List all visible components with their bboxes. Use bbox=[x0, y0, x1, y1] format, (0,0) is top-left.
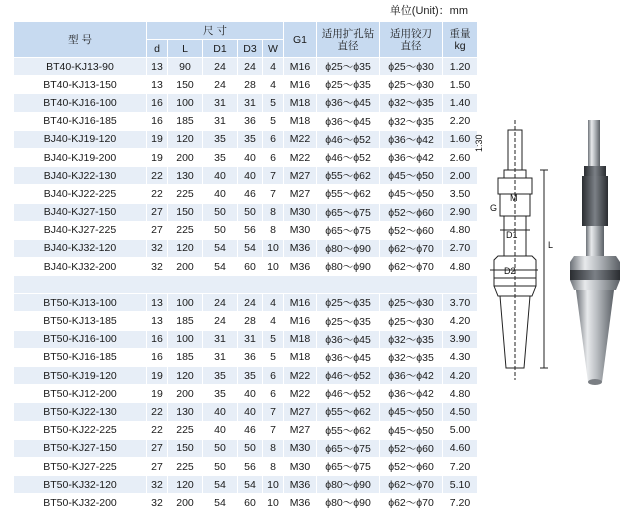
cell-ream: ϕ45～ϕ50 bbox=[380, 403, 443, 421]
table-row bbox=[14, 221, 478, 239]
cell-G1: M27 bbox=[284, 167, 317, 185]
cell-weight: 5.10 bbox=[443, 476, 478, 494]
cell-weight: 3.90 bbox=[443, 330, 478, 348]
cell-ream: ϕ52～ϕ60 bbox=[380, 439, 443, 457]
cell-D3: 36 bbox=[238, 112, 263, 130]
cell-W: 6 bbox=[263, 367, 284, 385]
cell-L: 120 bbox=[168, 239, 203, 257]
cell-weight: 7.20 bbox=[443, 457, 478, 475]
cell-D3: 56 bbox=[238, 221, 263, 239]
table-row bbox=[14, 258, 478, 276]
cell-weight: 7.20 bbox=[443, 494, 478, 512]
cell-D3: 50 bbox=[238, 203, 263, 221]
cell-ream: ϕ62～ϕ70 bbox=[380, 258, 443, 276]
cell-W: 10 bbox=[263, 258, 284, 276]
cell-d: 27 bbox=[147, 457, 168, 475]
sketch bbox=[490, 120, 548, 380]
cell-D1: 24 bbox=[203, 76, 238, 94]
cell-D3: 31 bbox=[238, 94, 263, 112]
cell-W: 8 bbox=[263, 221, 284, 239]
cell-D3: 40 bbox=[238, 385, 263, 403]
cell-weight: 2.70 bbox=[443, 239, 478, 257]
cell-G1: M36 bbox=[284, 494, 317, 512]
cell-L: 120 bbox=[168, 476, 203, 494]
cell-D3: 54 bbox=[238, 239, 263, 257]
cell-drill: ϕ36～ϕ45 bbox=[317, 94, 380, 112]
cell-L: 225 bbox=[168, 185, 203, 203]
cell-D1: 54 bbox=[203, 258, 238, 276]
table-row bbox=[14, 148, 478, 166]
table-row bbox=[14, 421, 478, 439]
cell-W: 8 bbox=[263, 439, 284, 457]
cell-D1: 50 bbox=[203, 457, 238, 475]
cell-weight: 3.50 bbox=[443, 185, 478, 203]
cell-drill: ϕ65～ϕ75 bbox=[317, 457, 380, 475]
cell-d: 16 bbox=[147, 112, 168, 130]
cell-d: 27 bbox=[147, 203, 168, 221]
cell-W: 7 bbox=[263, 403, 284, 421]
cell-D3: 54 bbox=[238, 476, 263, 494]
table-row bbox=[14, 58, 478, 76]
cell-d: 32 bbox=[147, 258, 168, 276]
cell-W: 4 bbox=[263, 58, 284, 76]
cell-model: BJ40-KJ27-225 bbox=[14, 221, 147, 239]
cell-model: BT50-KJ12-200 bbox=[14, 385, 147, 403]
cell-G1: M36 bbox=[284, 258, 317, 276]
cell-ream: ϕ36～ϕ42 bbox=[380, 367, 443, 385]
cell-G1: M30 bbox=[284, 439, 317, 457]
cell-D3: 40 bbox=[238, 403, 263, 421]
cell-G1: M30 bbox=[284, 221, 317, 239]
cell-G1: M30 bbox=[284, 203, 317, 221]
cell-drill: ϕ36～ϕ45 bbox=[317, 330, 380, 348]
cell-D3: 60 bbox=[238, 258, 263, 276]
cell-G1: M27 bbox=[284, 421, 317, 439]
cell-weight: 4.30 bbox=[443, 348, 478, 366]
cell-G1: M18 bbox=[284, 112, 317, 130]
cell-ream: ϕ36～ϕ42 bbox=[380, 385, 443, 403]
cell-model: BT40-KJ13-150 bbox=[14, 76, 147, 94]
cell-W: 8 bbox=[263, 457, 284, 475]
cell-D1: 31 bbox=[203, 348, 238, 366]
table-row bbox=[14, 385, 478, 403]
cell-D3: 35 bbox=[238, 130, 263, 148]
cell-D1: 31 bbox=[203, 112, 238, 130]
cell-ream: ϕ25～ϕ30 bbox=[380, 58, 443, 76]
cell-drill: ϕ80～ϕ90 bbox=[317, 476, 380, 494]
cell-drill: ϕ36～ϕ45 bbox=[317, 112, 380, 130]
table-row bbox=[14, 476, 478, 494]
cell-d: 19 bbox=[147, 148, 168, 166]
cell-drill: ϕ46～ϕ52 bbox=[317, 367, 380, 385]
cell-D1: 54 bbox=[203, 476, 238, 494]
cell-L: 225 bbox=[168, 421, 203, 439]
cell-G1: M22 bbox=[284, 367, 317, 385]
cell-D1: 40 bbox=[203, 185, 238, 203]
cell-d: 27 bbox=[147, 221, 168, 239]
cell-W: 10 bbox=[263, 239, 284, 257]
cell-ream: ϕ32～ϕ35 bbox=[380, 112, 443, 130]
cell-L: 150 bbox=[168, 439, 203, 457]
table-row bbox=[14, 330, 478, 348]
cell-d: 22 bbox=[147, 421, 168, 439]
cell-d: 27 bbox=[147, 439, 168, 457]
cell-drill: ϕ25～ϕ35 bbox=[317, 58, 380, 76]
cell-model: BT50-KJ27-225 bbox=[14, 457, 147, 475]
cell-drill: ϕ46～ϕ52 bbox=[317, 130, 380, 148]
cell-model: BT40-KJ16-100 bbox=[14, 94, 147, 112]
cell-weight: 1.60 bbox=[443, 130, 478, 148]
cell-model: BT50-KJ19-120 bbox=[14, 367, 147, 385]
cell-model: BT50-KJ32-120 bbox=[14, 476, 147, 494]
cell-D1: 35 bbox=[203, 148, 238, 166]
cell-L: 200 bbox=[168, 385, 203, 403]
cell-ream: ϕ25～ϕ30 bbox=[380, 294, 443, 312]
cell-G1: M27 bbox=[284, 403, 317, 421]
table-row bbox=[14, 167, 478, 185]
table-row bbox=[14, 203, 478, 221]
cell-L: 185 bbox=[168, 348, 203, 366]
cell-D1: 31 bbox=[203, 94, 238, 112]
cell-L: 120 bbox=[168, 367, 203, 385]
cell-weight: 4.60 bbox=[443, 439, 478, 457]
cell-L: 100 bbox=[168, 330, 203, 348]
cell-weight: 1.50 bbox=[443, 76, 478, 94]
cell-D1: 54 bbox=[203, 494, 238, 512]
cell-d: 13 bbox=[147, 58, 168, 76]
cell-G1: M18 bbox=[284, 94, 317, 112]
cell-model: BT50-KJ13-100 bbox=[14, 294, 147, 312]
d1-label: D1 bbox=[506, 230, 518, 240]
cell-d: 22 bbox=[147, 403, 168, 421]
header-dims: 尺 寸 bbox=[147, 22, 284, 40]
cell-L: 185 bbox=[168, 112, 203, 130]
cell-model: BT50-KJ22-130 bbox=[14, 403, 147, 421]
header-g1: G1 bbox=[284, 22, 317, 58]
cell-model: BJ40-KJ32-200 bbox=[14, 258, 147, 276]
table-row bbox=[14, 294, 478, 312]
cell-d: 16 bbox=[147, 348, 168, 366]
header-L: L bbox=[168, 40, 203, 58]
cell-drill: ϕ55～ϕ62 bbox=[317, 185, 380, 203]
cell-weight: 2.20 bbox=[443, 112, 478, 130]
cell-ream: ϕ25～ϕ30 bbox=[380, 76, 443, 94]
cell-L: 185 bbox=[168, 312, 203, 330]
cell-d: 13 bbox=[147, 294, 168, 312]
cell-d: 16 bbox=[147, 330, 168, 348]
table-row bbox=[14, 112, 478, 130]
tool-holder-drawing bbox=[470, 110, 640, 410]
cell-model: BT50-KJ27-150 bbox=[14, 439, 147, 457]
cell-drill: ϕ25～ϕ35 bbox=[317, 294, 380, 312]
cell-W: 4 bbox=[263, 294, 284, 312]
cell-d: 22 bbox=[147, 185, 168, 203]
header-W: W bbox=[263, 40, 284, 58]
cell-ream: ϕ62～ϕ70 bbox=[380, 494, 443, 512]
cell-G1: M16 bbox=[284, 58, 317, 76]
cell-weight: 5.00 bbox=[443, 421, 478, 439]
cell-weight: 4.80 bbox=[443, 258, 478, 276]
cell-ream: ϕ52～ϕ60 bbox=[380, 221, 443, 239]
cell-W: 5 bbox=[263, 112, 284, 130]
cell-weight: 4.20 bbox=[443, 312, 478, 330]
cell-drill: ϕ25～ϕ35 bbox=[317, 312, 380, 330]
cell-W: 8 bbox=[263, 203, 284, 221]
cell-model: BT50-KJ16-100 bbox=[14, 330, 147, 348]
cell-d: 13 bbox=[147, 76, 168, 94]
cell-model: BT40-KJ16-185 bbox=[14, 112, 147, 130]
cell-L: 150 bbox=[168, 203, 203, 221]
d2-label: D2 bbox=[504, 266, 516, 276]
cell-drill: ϕ46～ϕ52 bbox=[317, 148, 380, 166]
cell-W: 6 bbox=[263, 130, 284, 148]
cell-G1: M16 bbox=[284, 294, 317, 312]
cell-drill: ϕ55～ϕ62 bbox=[317, 403, 380, 421]
cell-G1: M18 bbox=[284, 330, 317, 348]
cell-W: 4 bbox=[263, 76, 284, 94]
cell-ream: ϕ52～ϕ60 bbox=[380, 457, 443, 475]
cell-D1: 35 bbox=[203, 385, 238, 403]
cell-model: BJ40-KJ27-150 bbox=[14, 203, 147, 221]
spec-table-body bbox=[14, 58, 478, 513]
cell-d: 19 bbox=[147, 385, 168, 403]
header-D1: D1 bbox=[203, 40, 238, 58]
cell-model: BT40-KJ13-90 bbox=[14, 58, 147, 76]
cell-G1: M36 bbox=[284, 239, 317, 257]
table-row bbox=[14, 130, 478, 148]
table-row bbox=[14, 403, 478, 421]
cell-L: 130 bbox=[168, 403, 203, 421]
cell-L: 100 bbox=[168, 294, 203, 312]
header-D3: D3 bbox=[238, 40, 263, 58]
cell-W: 5 bbox=[263, 94, 284, 112]
cell-model: BT50-KJ13-185 bbox=[14, 312, 147, 330]
cell-drill: ϕ25～ϕ35 bbox=[317, 76, 380, 94]
cell-G1: M22 bbox=[284, 130, 317, 148]
cell-L: 225 bbox=[168, 457, 203, 475]
cell-W: 6 bbox=[263, 148, 284, 166]
cell-D1: 50 bbox=[203, 203, 238, 221]
cell-ream: ϕ32～ϕ35 bbox=[380, 348, 443, 366]
cell-W: 4 bbox=[263, 312, 284, 330]
cell-D1: 24 bbox=[203, 58, 238, 76]
cell-D3: 40 bbox=[238, 148, 263, 166]
cell-weight: 4.80 bbox=[443, 385, 478, 403]
header-ream bbox=[380, 22, 443, 58]
cell-ream: ϕ45～ϕ50 bbox=[380, 185, 443, 203]
header-drill bbox=[317, 22, 380, 58]
cell-drill: ϕ80～ϕ90 bbox=[317, 494, 380, 512]
cell-G1: M22 bbox=[284, 385, 317, 403]
cell-L: 100 bbox=[168, 94, 203, 112]
cell-d: 13 bbox=[147, 312, 168, 330]
table-row bbox=[14, 239, 478, 257]
table-row bbox=[14, 494, 478, 512]
cell-drill: ϕ65～ϕ75 bbox=[317, 203, 380, 221]
cell-D1: 31 bbox=[203, 330, 238, 348]
taper-label: 1:30 bbox=[474, 134, 484, 152]
table-row bbox=[14, 367, 478, 385]
cell-D3: 24 bbox=[238, 58, 263, 76]
cell-weight: 2.90 bbox=[443, 203, 478, 221]
cell-D3: 28 bbox=[238, 312, 263, 330]
table-row bbox=[14, 76, 478, 94]
cell-model: BJ40-KJ19-200 bbox=[14, 148, 147, 166]
cell-L: 150 bbox=[168, 76, 203, 94]
cell-D3: 35 bbox=[238, 367, 263, 385]
cell-D1: 50 bbox=[203, 439, 238, 457]
cell-D1: 35 bbox=[203, 367, 238, 385]
cell-weight: 1.20 bbox=[443, 58, 478, 76]
table-row bbox=[14, 348, 478, 366]
cell-drill: ϕ65～ϕ75 bbox=[317, 439, 380, 457]
cell-W: 5 bbox=[263, 330, 284, 348]
spec-table bbox=[14, 22, 478, 513]
cell-W: 7 bbox=[263, 421, 284, 439]
cell-ream: ϕ62～ϕ70 bbox=[380, 239, 443, 257]
cell-model: BJ40-KJ19-120 bbox=[14, 130, 147, 148]
cell-drill: ϕ55～ϕ62 bbox=[317, 421, 380, 439]
cell-ream: ϕ36～ϕ42 bbox=[380, 148, 443, 166]
cell-drill: ϕ55～ϕ62 bbox=[317, 167, 380, 185]
cell-G1: M18 bbox=[284, 348, 317, 366]
cell-D3: 60 bbox=[238, 494, 263, 512]
cell-D3: 46 bbox=[238, 185, 263, 203]
unit-label: 单位(Unit)：mm bbox=[389, 5, 468, 17]
table-row bbox=[14, 439, 478, 457]
l-label: L bbox=[548, 240, 554, 250]
group-separator-cell bbox=[14, 276, 478, 294]
cell-D1: 24 bbox=[203, 312, 238, 330]
cell-ream: ϕ52～ϕ60 bbox=[380, 203, 443, 221]
cell-drill: ϕ80～ϕ90 bbox=[317, 258, 380, 276]
cell-D1: 50 bbox=[203, 221, 238, 239]
cell-D1: 40 bbox=[203, 167, 238, 185]
header-weight-text: 重量 kg bbox=[449, 27, 471, 52]
g-label: G bbox=[490, 203, 498, 213]
cell-D1: 24 bbox=[203, 294, 238, 312]
header-weight bbox=[443, 22, 478, 58]
cell-D3: 31 bbox=[238, 330, 263, 348]
cell-ream: ϕ45～ϕ50 bbox=[380, 167, 443, 185]
cell-model: BJ40-KJ22-225 bbox=[14, 185, 147, 203]
header-d: d bbox=[147, 40, 168, 58]
cell-W: 10 bbox=[263, 476, 284, 494]
cell-D1: 35 bbox=[203, 130, 238, 148]
holder-photo bbox=[570, 120, 620, 385]
cell-weight: 1.40 bbox=[443, 94, 478, 112]
table-row bbox=[14, 312, 478, 330]
cell-ream: ϕ45～ϕ50 bbox=[380, 421, 443, 439]
table-row bbox=[14, 457, 478, 475]
cell-L: 200 bbox=[168, 148, 203, 166]
cell-W: 7 bbox=[263, 167, 284, 185]
cell-model: BT50-KJ16-185 bbox=[14, 348, 147, 366]
cell-model: BJ40-KJ22-130 bbox=[14, 167, 147, 185]
cell-weight: 3.70 bbox=[443, 294, 478, 312]
cell-ream: ϕ32～ϕ35 bbox=[380, 330, 443, 348]
cell-D1: 40 bbox=[203, 421, 238, 439]
header-ream-text: 适用铰刀 直径 bbox=[390, 27, 432, 52]
cell-D3: 56 bbox=[238, 457, 263, 475]
cell-G1: M27 bbox=[284, 185, 317, 203]
cell-D1: 54 bbox=[203, 239, 238, 257]
cell-L: 200 bbox=[168, 494, 203, 512]
cell-D3: 28 bbox=[238, 76, 263, 94]
header-model: 型 号 bbox=[14, 22, 147, 58]
cell-D1: 40 bbox=[203, 403, 238, 421]
cell-ream: ϕ32～ϕ35 bbox=[380, 94, 443, 112]
cell-D3: 50 bbox=[238, 439, 263, 457]
cell-L: 120 bbox=[168, 130, 203, 148]
cell-weight: 4.80 bbox=[443, 221, 478, 239]
cell-W: 5 bbox=[263, 348, 284, 366]
cell-L: 200 bbox=[168, 258, 203, 276]
cell-L: 130 bbox=[168, 167, 203, 185]
header-drill-text: 适用扩孔钻 直径 bbox=[321, 27, 375, 52]
cell-d: 19 bbox=[147, 130, 168, 148]
cell-d: 32 bbox=[147, 494, 168, 512]
m-label: M bbox=[510, 193, 518, 203]
cell-ream: ϕ62～ϕ70 bbox=[380, 476, 443, 494]
cell-weight: 4.20 bbox=[443, 367, 478, 385]
cell-weight: 4.50 bbox=[443, 403, 478, 421]
group-separator bbox=[14, 276, 478, 294]
cell-W: 10 bbox=[263, 494, 284, 512]
cell-drill: ϕ80～ϕ90 bbox=[317, 239, 380, 257]
table-row bbox=[14, 185, 478, 203]
cell-D3: 40 bbox=[238, 167, 263, 185]
cell-L: 225 bbox=[168, 221, 203, 239]
cell-drill: ϕ46～ϕ52 bbox=[317, 385, 380, 403]
cell-L: 90 bbox=[168, 58, 203, 76]
cell-model: BT50-KJ22-225 bbox=[14, 421, 147, 439]
cell-G1: M16 bbox=[284, 312, 317, 330]
cell-model: BT50-KJ32-200 bbox=[14, 494, 147, 512]
cell-weight: 2.60 bbox=[443, 148, 478, 166]
cell-ream: ϕ25～ϕ30 bbox=[380, 312, 443, 330]
cell-d: 22 bbox=[147, 167, 168, 185]
cell-d: 32 bbox=[147, 239, 168, 257]
cell-G1: M36 bbox=[284, 476, 317, 494]
cell-drill: ϕ36～ϕ45 bbox=[317, 348, 380, 366]
cell-drill: ϕ65～ϕ75 bbox=[317, 221, 380, 239]
table-row bbox=[14, 94, 478, 112]
cell-W: 6 bbox=[263, 385, 284, 403]
cell-model: BJ40-KJ32-120 bbox=[14, 239, 147, 257]
cell-W: 7 bbox=[263, 185, 284, 203]
cell-ream: ϕ36～ϕ42 bbox=[380, 130, 443, 148]
cell-G1: M22 bbox=[284, 148, 317, 166]
cell-weight: 2.00 bbox=[443, 167, 478, 185]
cell-d: 32 bbox=[147, 476, 168, 494]
cell-d: 19 bbox=[147, 367, 168, 385]
cell-D3: 24 bbox=[238, 294, 263, 312]
cell-D3: 36 bbox=[238, 348, 263, 366]
cell-d: 16 bbox=[147, 94, 168, 112]
cell-G1: M30 bbox=[284, 457, 317, 475]
cell-G1: M16 bbox=[284, 76, 317, 94]
cell-D3: 46 bbox=[238, 421, 263, 439]
